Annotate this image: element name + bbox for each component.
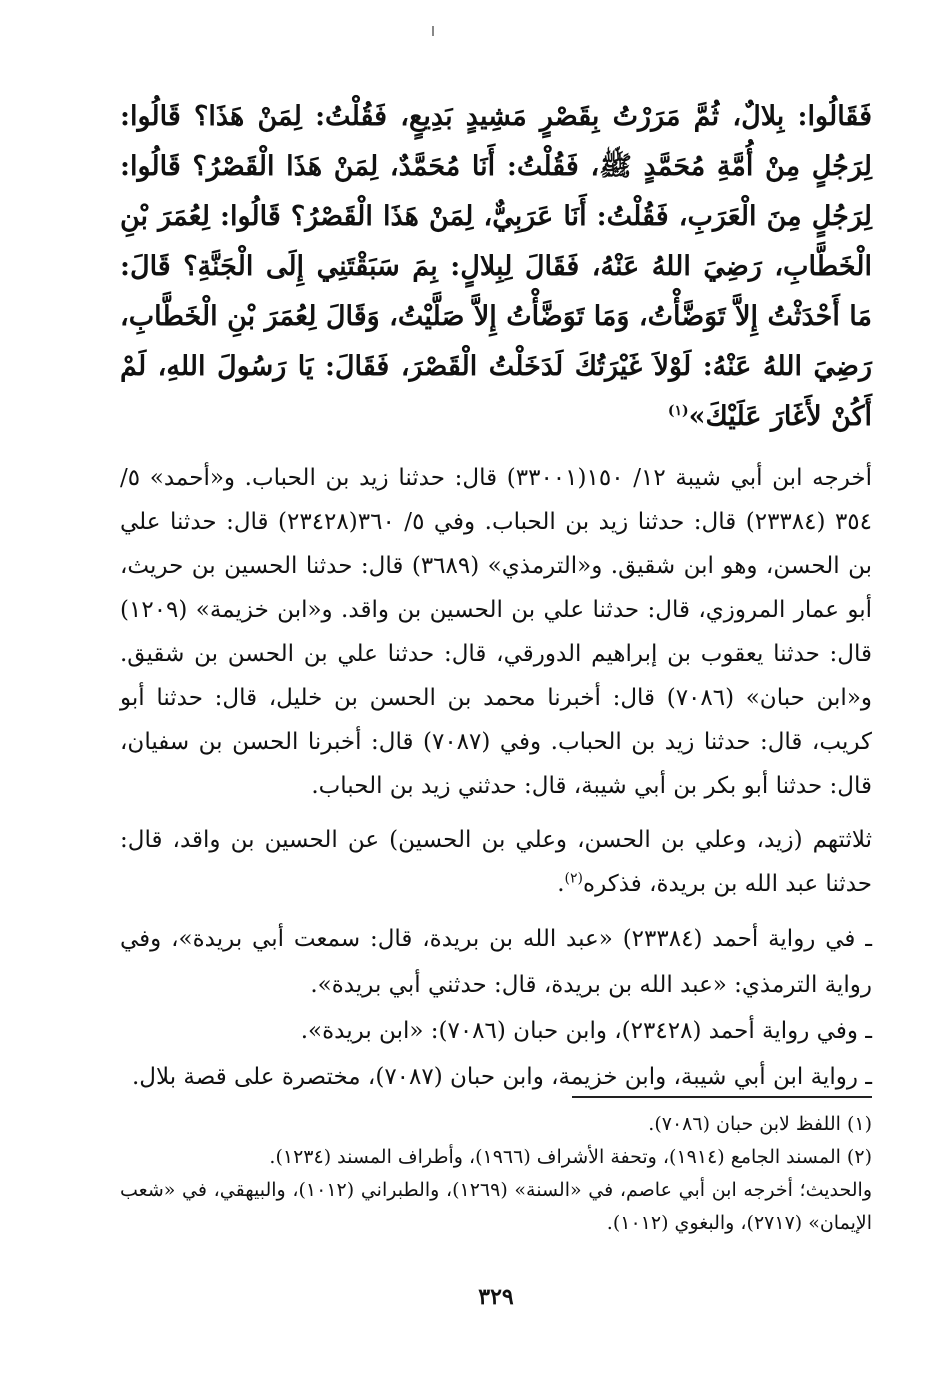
variant-note-3: ـ رواية ابن أبي شيبة، وابن خزيمة، وابن حبان (٧٠٨٧)، مختصرة على قصة بلال. (131, 1064, 872, 1090)
hadith-text: فَقَالُوا: بِلالٌ، ثُمَّ مَرَرْتُ بِقَصْرٍ مَشِيدٍ بَدِيعٍ، فَقُلْتُ: لِمَنْ هَذَا؟ قَالُوا: لِرَجُلٍ مِنْ أُمَّةِ مُحَمَّدٍ ﷺ، فَقُلْتُ: أَنَا مُحَمَّدٌ، لِمَنْ هَذَا الْقَصْرُ؟ قَالُوا: لِرَجُلٍ مِنَ الْعَرَبِ، فَقُلْتُ: أَنَا عَرَبِيٌّ، لِمَنْ هَذَا الْقَصْرُ؟ قَالُوا: لِعُمَرَ بْنِ الْخَطَّابِ، رَضِيَ اللهُ عَنْهُ، فَقَالَ لِبِلالٍ: بِمَ سَبَقْتَنِي إِلَى الْجَنَّةِ؟ قَالَ: مَا أَحْدَثْتُ إِلاَّ تَوَضَّأْتُ، وَمَا تَوَضَّأْتُ إِلاَّ صَلَّيْتُ، وَقَالَ لِعُمَرَ بْنِ الْخَطَّابِ، رَضِيَ اللهُ عَنْهُ: لَوْلاَ غَيْرَتُكَ لَدَخَلْتُ الْقَصْرَ، فَقَالَ: يَا رَسُولَ اللهِ، لَمْ أَكُنْ لأَغَارَ عَلَيْكَ» (120, 101, 872, 432)
footnote-ref-1: (١) (667, 403, 689, 419)
page-number: ٣٢٩ (478, 1284, 514, 1310)
page-body (120, 92, 873, 1310)
footnote-2-continuation: والحديث؛ أخرجه ابن أبي عاصم، في «السنة» (١٢٦٩)، والطبراني (١٠١٢)، والبيهقي، في «شعب الإيمان» (٢٧١٧)، والبغوي (١٠١٢). (120, 1179, 872, 1234)
top-margin-mark (432, 26, 434, 36)
variant-note-1: ـ في رواية أحمد (٢٣٣٨٤) «عبد الله بن بريدة، قال: سمعت أبي بريدة»، وفي رواية الترمذي: «عبد الله بن بريدة، قال: حدثني أبي بريدة». (120, 926, 872, 998)
footnote-2: (٢) المسند الجامع (١٩١٤)، وتحفة الأشراف (١٩٦٦)، وأطراف المسند (١٢٣٤). (269, 1146, 872, 1168)
narrators-text: ثلاثتهم (زيد، وعلي بن الحسن، وعلي بن الحسين) عن الحسين بن واقد، قال: حدثنا عبد الله بن بريدة، فذكره (120, 827, 872, 897)
footnote-divider (572, 1096, 872, 1098)
narrators-paragraph: ثلاثتهم (زيد، وعلي بن الحسن، وعلي بن الحسين) عن الحسين بن واقد، قال: حدثنا عبد الله بن بريدة، فذكره$^{(٢)}$. (120, 827, 872, 897)
takhrij-paragraph: أخرجه ابن أبي شيبة ١٢/ ١٥٠(٣٣٠٠١) قال: حدثنا زيد بن الحباب. و«أحمد» ٥/ ٣٥٤ (٢٣٣٨٤) قال: حدثنا زيد بن الحباب. وفي ٥/ ٣٦٠(٢٣٤٢٨) قال: حدثنا علي بن الحسن، وهو ابن شقيق. و«الترمذي» (٣٦٨٩) قال: حدثنا الحسين بن حريث، أبو عمار المروزي، قال: حدثنا علي بن الحسين بن واقد. و«ابن خزيمة» (١٢٠٩) قال: حدثنا يعقوب بن إبراهيم الدورقي، قال: حدثنا علي بن الحسن بن شقيق. و«ابن حبان» (٧٠٨٦) قال: أخبرنا محمد بن الحسن بن خليل، قال: حدثنا أبو كريب، قال: حدثنا زيد بن الحباب. وفي (٧٠٨٧) قال: أخبرنا الحسن بن سفيان، قال: حدثنا أبو بكر بن أبي شيبة، قال: حدثني زيد بن الحباب. (120, 465, 873, 799)
variant-note-2: ـ وفي رواية أحمد (٢٣٤٢٨)، وابن حبان (٧٠٨٦): «ابن بريدة». (300, 1018, 872, 1044)
footnote-1: (١) اللفظ لابن حبان (٧٠٨٦). (648, 1113, 872, 1135)
footnotes-section (120, 1108, 872, 1240)
hadith-text-paragraph (120, 92, 872, 442)
footnote-ref-2: (٢) (564, 870, 584, 887)
